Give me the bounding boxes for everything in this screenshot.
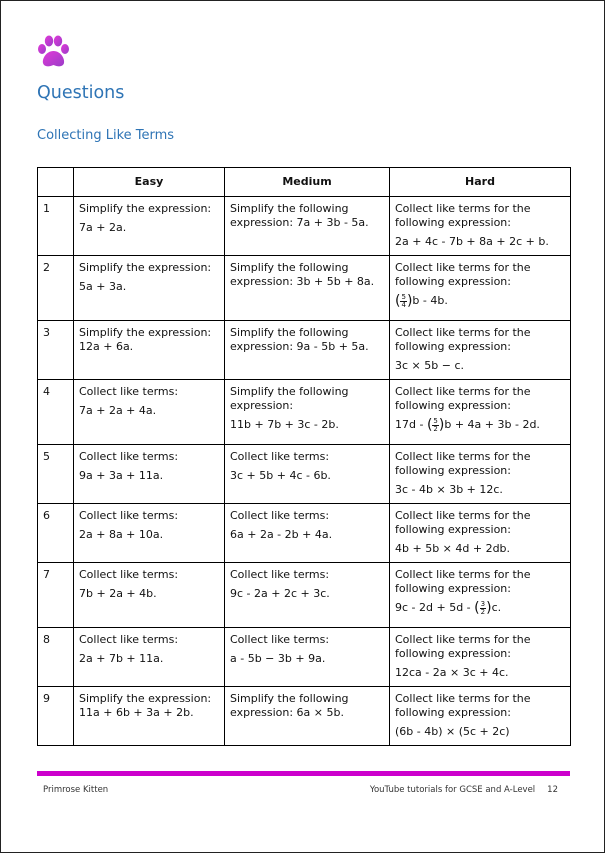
medium-prompt: Simplify the following expression: 9a - 5b + 5a.: [230, 326, 369, 353]
medium-prompt: Simplify the following expression: 3b + 5b + 8a.: [230, 261, 375, 288]
table-header-row: [38, 168, 571, 197]
medium-expression: 6a + 2a - 2b + 4a.: [230, 528, 333, 541]
medium-expression: 11b + 7b + 3c - 2b.: [230, 418, 339, 431]
easy-expression: 5a + 3a.: [79, 280, 127, 293]
hard-cell: [390, 628, 571, 687]
hard-expression: 2a + 4c - 7b + 8a + 2c + b.: [395, 235, 549, 248]
page-title: Questions: [37, 83, 125, 103]
hard-expression: 3c - 4b × 3b + 12c.: [395, 483, 503, 496]
easy-prompt: Simplify the expression:: [79, 261, 212, 274]
easy-cell: [74, 197, 225, 256]
hard-cell: [390, 504, 571, 563]
section-subtitle: Collecting Like Terms: [37, 128, 175, 143]
hard-cell: [390, 197, 571, 256]
hard-prompt: Collect like terms for the following expression:: [395, 450, 531, 477]
question-number: 2: [38, 256, 74, 321]
easy-prompt: Simplify the expression:: [79, 326, 212, 339]
hard-prompt: Collect like terms for the following expression:: [395, 202, 531, 229]
question-number: 6: [38, 504, 74, 563]
medium-cell: [225, 445, 390, 504]
easy-expression: 2a + 7b + 11a.: [79, 652, 164, 665]
table-row: [38, 445, 571, 504]
medium-cell: [225, 380, 390, 445]
easy-prompt: Simplify the expression:: [79, 202, 212, 215]
paw-print-icon: [36, 34, 70, 70]
easy-prompt: Collect like terms:: [79, 568, 179, 581]
hard-prompt: Collect like terms for the following expression:: [395, 326, 531, 353]
hard-expression: 17d - ( $\frac{5}{2}$ )b + 4a + 3b - 2d.: [395, 416, 540, 433]
easy-prompt: Collect like terms:: [79, 633, 179, 646]
table-row: [38, 256, 571, 321]
medium-cell: [225, 687, 390, 746]
header-number: [38, 168, 74, 197]
header-hard: Hard: [390, 168, 571, 197]
easy-expression: 2a + 8a + 10a.: [79, 528, 164, 541]
footer-author: Primrose Kitten: [43, 785, 109, 795]
fraction: $\frac{3}{2}$: [480, 599, 486, 616]
easy-expression: 12a + 6a.: [79, 340, 134, 353]
easy-expression: 7a + 2a.: [79, 221, 127, 234]
hard-cell: [390, 380, 571, 445]
medium-prompt: Collect like terms:: [230, 568, 330, 581]
hard-cell: [390, 321, 571, 380]
easy-prompt: Collect like terms:: [79, 385, 179, 398]
hard-expression: 3c × 5b − c.: [395, 359, 464, 372]
hard-expression: 9c - 2d + 5d - ( $\frac{3}{2}$ )c.: [395, 599, 502, 616]
table-row: [38, 628, 571, 687]
medium-expression: 9c - 2a + 2c + 3c.: [230, 587, 330, 600]
table-row: [38, 504, 571, 563]
footer-info: [370, 785, 558, 795]
question-number: 4: [38, 380, 74, 445]
hard-cell: [390, 256, 571, 321]
medium-prompt: Collect like terms:: [230, 509, 330, 522]
hard-prompt: Collect like terms for the following expression:: [395, 509, 531, 536]
medium-cell: [225, 563, 390, 628]
medium-cell: [225, 197, 390, 256]
medium-cell: [225, 628, 390, 687]
medium-prompt: Simplify the following expression:: [230, 385, 349, 412]
hard-prompt: Collect like terms for the following expression:: [395, 633, 531, 660]
table-row: [38, 380, 571, 445]
question-number: 8: [38, 628, 74, 687]
easy-expression: 9a + 3a + 11a.: [79, 469, 164, 482]
easy-cell: [74, 380, 225, 445]
easy-expression: 7b + 2a + 4b.: [79, 587, 157, 600]
questions-table: [37, 167, 571, 746]
medium-prompt: Collect like terms:: [230, 450, 330, 463]
medium-cell: [225, 321, 390, 380]
hard-prompt: Collect like terms for the following expression:: [395, 261, 531, 288]
hard-cell: [390, 445, 571, 504]
medium-prompt: Collect like terms:: [230, 633, 330, 646]
easy-prompt: Collect like terms:: [79, 509, 179, 522]
hard-cell: [390, 687, 571, 746]
easy-expression: 7a + 2a + 4a.: [79, 404, 157, 417]
page-number: 12: [547, 785, 558, 795]
medium-prompt: Simplify the following expression: 6a × 5b.: [230, 692, 349, 719]
hard-expression: ( $\frac{5}{4}$ )b - 4b.: [395, 292, 448, 309]
question-number: 9: [38, 687, 74, 746]
table-row: [38, 563, 571, 628]
fraction: $\frac{5}{4}$: [401, 292, 406, 309]
table-row: [38, 687, 571, 746]
hard-expression: 4b + 5b × 4d + 2db.: [395, 542, 511, 555]
easy-cell: [74, 628, 225, 687]
medium-cell: [225, 256, 390, 321]
easy-cell: [74, 321, 225, 380]
medium-prompt: Simplify the following expression: 7a + 3b - 5a.: [230, 202, 369, 229]
question-number: 5: [38, 445, 74, 504]
question-number: 1: [38, 197, 74, 256]
fraction: $\frac{5}{2}$: [433, 416, 438, 433]
easy-prompt: Simplify the expression: 11a + 6b + 3a + 2b.: [79, 692, 212, 719]
question-number: 3: [38, 321, 74, 380]
hard-expression: (6b - 4b) × (5c + 2c): [395, 725, 510, 738]
medium-cell: [225, 504, 390, 563]
easy-cell: [74, 256, 225, 321]
hard-cell: [390, 563, 571, 628]
header-easy: Easy: [74, 168, 225, 197]
easy-cell: [74, 504, 225, 563]
easy-prompt: Collect like terms:: [79, 450, 179, 463]
easy-cell: [74, 563, 225, 628]
easy-cell: [74, 445, 225, 504]
hard-prompt: Collect like terms for the following expression:: [395, 568, 531, 595]
question-number: 7: [38, 563, 74, 628]
medium-expression: 3c + 5b + 4c - 6b.: [230, 469, 331, 482]
table-row: [38, 197, 571, 256]
easy-cell: [74, 687, 225, 746]
hard-expression: 12ca - 2a × 3c + 4c.: [395, 666, 509, 679]
hard-prompt: Collect like terms for the following expression:: [395, 692, 531, 719]
footer-accent-bar: [37, 771, 570, 776]
footer-tagline: YouTube tutorials for GCSE and A-Level: [369, 785, 536, 795]
medium-expression: a - 5b − 3b + 9a.: [230, 652, 326, 665]
header-medium: Medium: [225, 168, 390, 197]
table-row: [38, 321, 571, 380]
hard-prompt: Collect like terms for the following expression:: [395, 385, 531, 412]
